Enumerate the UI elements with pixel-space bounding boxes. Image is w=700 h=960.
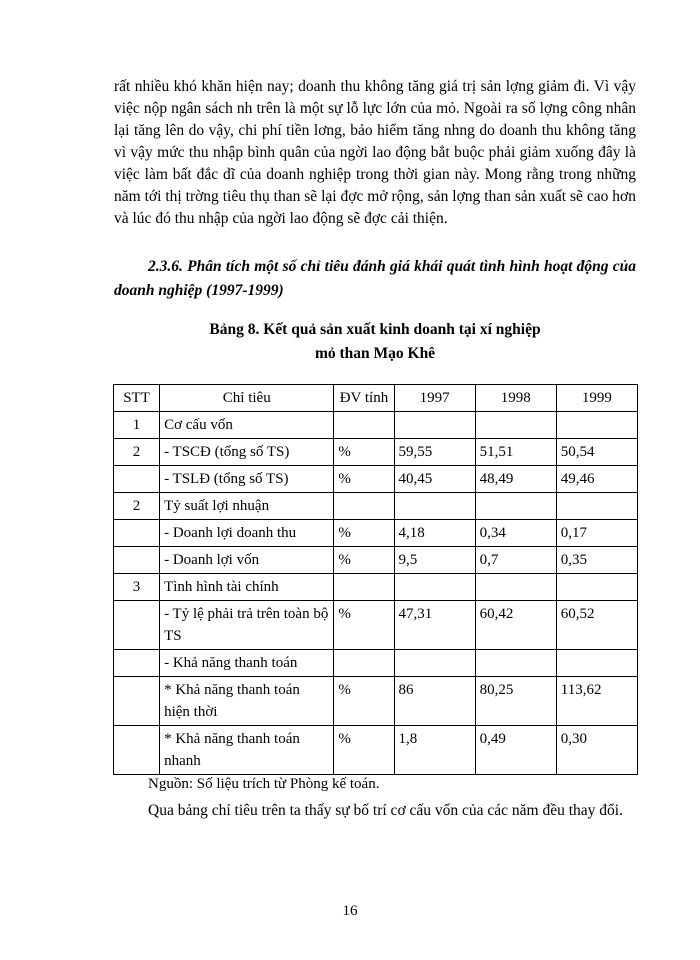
table-caption [114,318,636,366]
cell-1999 [556,412,637,439]
cell-1997 [394,493,475,520]
table-row [114,547,638,574]
header-chi-tieu: Chỉ tiêu [160,385,334,412]
cell-1997: 59,55 [394,439,475,466]
header-1998: 1998 [475,385,556,412]
cell-1997: 9,5 [394,547,475,574]
cell-stt [114,466,160,493]
cell-1998: 80,25 [475,677,556,726]
closing-paragraph: Qua bảng chỉ tiêu trên ta thấy sự bố trí cơ cấu vốn của các năm đều thay đổi. [148,802,623,819]
cell-1997: 86 [394,677,475,726]
cell-1999: 60,52 [556,601,637,650]
cell-unit [334,412,394,439]
table-row [114,466,638,493]
cell-1999: 0,30 [556,726,637,775]
cell-stt: 2 [114,493,160,520]
table-row [114,439,638,466]
cell-chi-tieu: Cơ cấu vốn [160,412,334,439]
cell-stt [114,650,160,677]
cell-1997: 47,31 [394,601,475,650]
cell-1998 [475,412,556,439]
cell-unit: % [334,601,394,650]
table-caption-line1: Bảng 8. Kết quả sản xuất kinh doanh tại xí nghiệp [209,321,541,338]
table-row [114,677,638,726]
cell-stt: 3 [114,574,160,601]
cell-stt [114,726,160,775]
cell-chi-tieu: * Khả năng thanh toán nhanh [160,726,334,775]
cell-1998 [475,574,556,601]
cell-1998: 0,34 [475,520,556,547]
cell-chi-tieu: - Khả năng thanh toán [160,650,334,677]
cell-1999: 0,35 [556,547,637,574]
cell-unit [334,650,394,677]
cell-unit: % [334,520,394,547]
table-row [114,574,638,601]
cell-1999: 49,46 [556,466,637,493]
cell-unit [334,493,394,520]
header-dv-tinh: ĐV tính [334,385,394,412]
cell-1998: 0,7 [475,547,556,574]
cell-1998 [475,493,556,520]
header-1999: 1999 [556,385,637,412]
cell-1997: 4,18 [394,520,475,547]
cell-1997: 40,45 [394,466,475,493]
table-row [114,493,638,520]
cell-1998: 0,49 [475,726,556,775]
page-number: 16 [342,903,358,919]
cell-unit: % [334,547,394,574]
cell-1998: 51,51 [475,439,556,466]
cell-chi-tieu: - Doanh lợi doanh thu [160,520,334,547]
intro-paragraph: rất nhiều khó khăn hiện nay; doanh thu không tăng giá trị sản lợng giảm đi. Vì vậy việc nộp ngân sách nh trên là một sự lỗ lực lớn của mỏ. Ngoài ra số lợng công nhân lại tăng lên do vậy, chi phí tiền lơng, bảo hiểm tăng nhng do doanh thu không tăng vì vậy mức thu nhập bình quân của ngời lao động bắt buộc phải giảm xuống đây là việc làm bất đắc dĩ của doanh nghiệp trong thời gian này. Mong rằng trong những năm tới thị trờng tiêu thụ than sẽ lại đợc mở rộng, sản lợng than sản xuất sẽ cao hơn và lúc đó thu nhập của ngời lao động sẽ đợc cải thiện. [114,78,636,227]
table-row [114,412,638,439]
table-row [114,520,638,547]
cell-1997: 1,8 [394,726,475,775]
cell-unit: % [334,466,394,493]
section-heading: 2.3.6. Phân tích một số chỉ tiêu đánh giá khái quát tình hình hoạt động của doanh nghiệp (1997-1999) [114,258,636,299]
table-caption-line2: mỏ than Mạo Khê [314,345,436,362]
cell-stt: 2 [114,439,160,466]
cell-chi-tieu: Tỷ suất lợi nhuận [160,493,334,520]
cell-1999: 0,17 [556,520,637,547]
cell-1999 [556,493,637,520]
cell-1998: 48,49 [475,466,556,493]
cell-1997 [394,574,475,601]
cell-1998: 60,42 [475,601,556,650]
cell-chi-tieu: Tình hình tài chính [160,574,334,601]
cell-stt [114,520,160,547]
cell-1999 [556,650,637,677]
results-table [113,384,638,775]
table-row [114,650,638,677]
header-1997: 1997 [394,385,475,412]
cell-1999: 50,54 [556,439,637,466]
source-note: Nguồn: Số liệu trích từ Phòng kế toán. [148,776,380,792]
cell-1999: 113,62 [556,677,637,726]
cell-unit [334,574,394,601]
header-stt: STT [114,385,160,412]
cell-chi-tieu: * Khả năng thanh toán hiện thời [160,677,334,726]
cell-stt [114,677,160,726]
cell-1997 [394,650,475,677]
cell-1998 [475,650,556,677]
table-header-row [114,385,638,412]
cell-1997 [394,412,475,439]
cell-chi-tieu: - TSLĐ (tổng số TS) [160,466,334,493]
cell-stt [114,547,160,574]
cell-1999 [556,574,637,601]
cell-unit: % [334,677,394,726]
cell-chi-tieu: - Doanh lợi vốn [160,547,334,574]
cell-unit: % [334,439,394,466]
table-row [114,601,638,650]
cell-unit: % [334,726,394,775]
cell-chi-tieu: - TSCĐ (tổng số TS) [160,439,334,466]
cell-chi-tieu: - Tỷ lệ phải trả trên toàn bộ TS [160,601,334,650]
table-row [114,726,638,775]
cell-stt [114,601,160,650]
cell-stt: 1 [114,412,160,439]
